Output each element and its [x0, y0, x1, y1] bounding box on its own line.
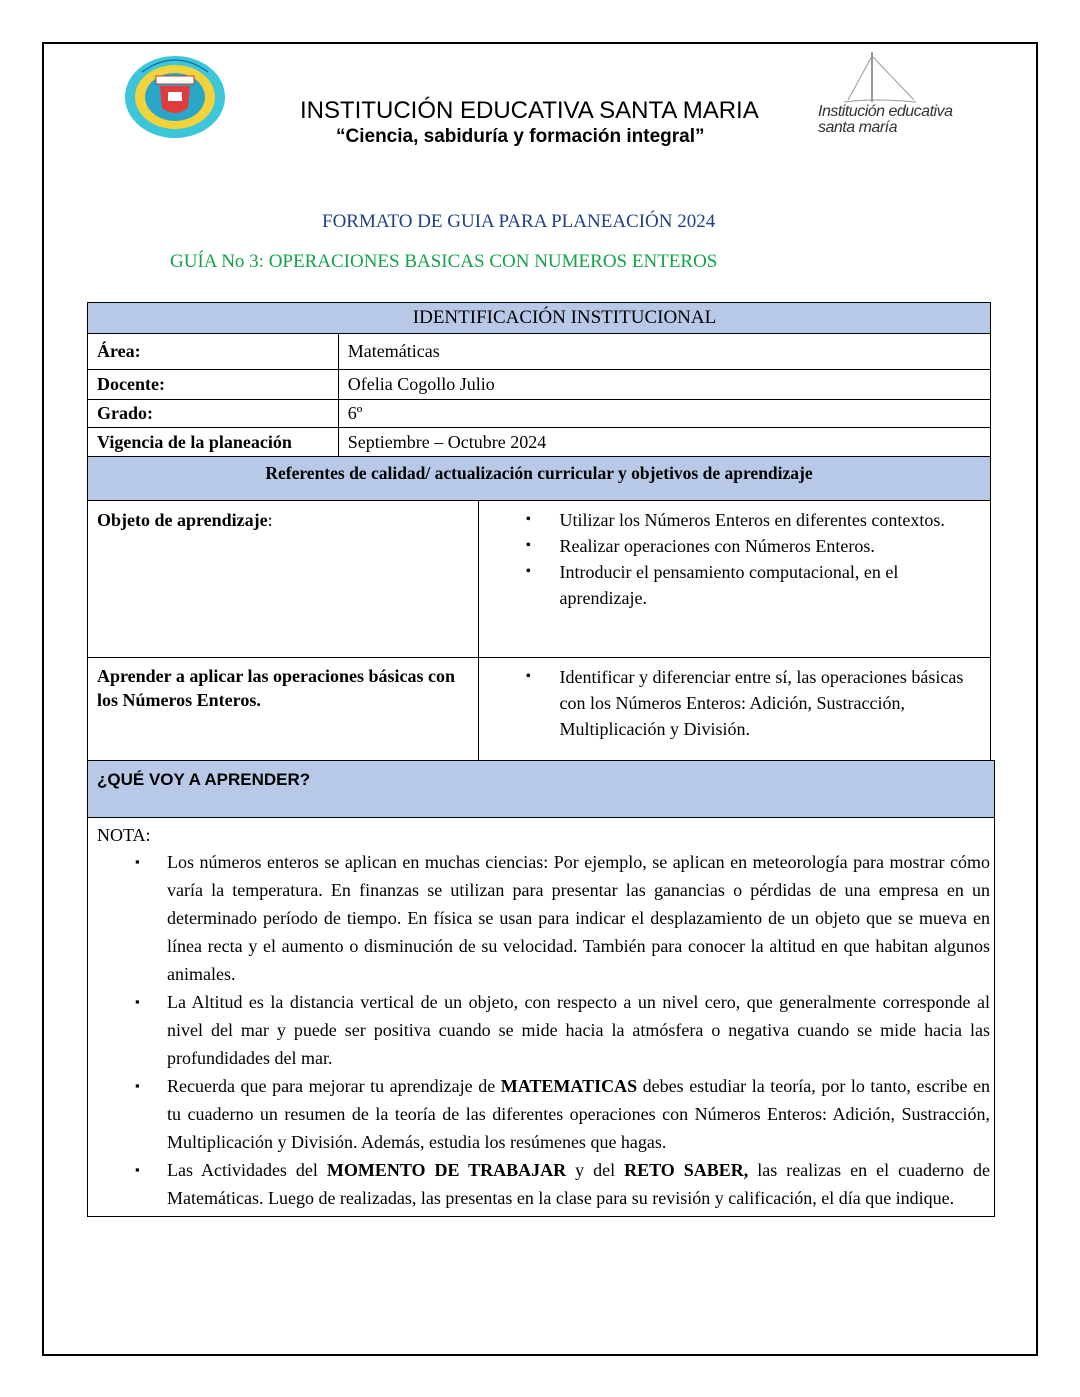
apply-goals-list — [488, 664, 981, 742]
object-colon: : — [267, 510, 273, 530]
object-goal-item: • Introducir el pensamiento computacional, en el aprendizaje. — [560, 559, 981, 611]
teacher-value: Ofelia Cogollo Julio — [338, 370, 990, 400]
note-label: NOTA: — [97, 825, 151, 845]
apply-label: Aprender a aplicar las operaciones básicas con los Números Enteros. — [88, 658, 479, 762]
note-item4-text: Las Actividades del — [167, 1160, 327, 1180]
object-goal-item: • Realizar operaciones con Números Enteros. — [560, 533, 981, 559]
area-value: Matemáticas — [338, 334, 990, 370]
apply-goal-item: • Identificar y diferenciar entre sí, las operaciones básicas con los Números Enteros: Adición, Sustracción, Multiplicación y División. — [560, 664, 981, 742]
validity-value: Septiembre – Octubre 2024 — [338, 428, 990, 457]
guide-title: GUÍA No 3: OPERACIONES BASICAS CON NUMEROS ENTEROS — [170, 251, 718, 272]
object-cell — [88, 501, 479, 658]
institution-motto: “Ciencia, sabiduría y formación integral” — [336, 126, 705, 147]
learn-content — [88, 818, 995, 1217]
area-label: Área: — [88, 334, 339, 370]
note-item3-text: Recuerda que para mejorar tu aprendizaje de — [167, 1076, 501, 1096]
note-item: ▪ La Altitud es la distancia vertical de un objeto, con respecto a un nivel cero, que generalmente corresponde al nivel del mar y puede ser positiva cuando se mide hacia la atmósfera o negativa cuando se mide hacia las profundidades del mar. — [167, 988, 990, 1072]
grade-label: Grado: — [88, 400, 339, 428]
apply-goals-cell — [478, 658, 990, 762]
note-item4-text2: y del — [566, 1160, 625, 1180]
note-item — [167, 1156, 990, 1212]
object-goals-list — [488, 507, 981, 611]
referents-heading: Referentes de calidad/ actualización curricular y objetivos de aprendizaje — [88, 457, 991, 501]
note-item3-bold: MATEMATICAS — [500, 1076, 638, 1096]
object-goals-cell — [478, 501, 990, 658]
school-seal-logo — [122, 54, 228, 140]
object-goal-item: • Utilizar los Números Enteros en diferentes contextos. — [560, 507, 981, 533]
validity-label: Vigencia de la planeación — [88, 428, 339, 457]
learn-table — [87, 760, 995, 1217]
right-logo-line1: Institución educativa — [818, 103, 953, 120]
note-list — [97, 848, 990, 1212]
note-item4-text-end: las realizas en el cuaderno de Matemáticas. Luego de realizadas, las presentas en la clase para su revisión y calificación, el día que indique. — [167, 1160, 990, 1208]
learn-heading: ¿QUÉ VOY A APRENDER? — [88, 761, 995, 818]
identification-heading: IDENTIFICACIÓN INSTITUCIONAL — [88, 303, 991, 334]
right-logo-text — [818, 104, 952, 136]
note-item4-bold1: MOMENTO DE TRABAJAR — [326, 1160, 567, 1180]
object-label: Objeto de aprendizaje — [97, 510, 268, 530]
teacher-label: Docente: — [88, 370, 339, 400]
note-item: ▪ Los números enteros se aplican en muchas ciencias: Por ejemplo, se aplican en meteorología para mostrar cómo varía la temperatura. En finanzas se utilizan para presentar las ganancias o pérdidas de una empresa en un determinado período de tiempo. En física se usan para indicar el desplazamiento de un objeto que se mueva en línea recta y el aumento o disminución de su velocidad. También para conocer la altitud en que habitan algunos animales. — [167, 848, 990, 988]
note-item3-text-end: debes estudiar la teoría, por lo tanto, escribe en tu cuaderno un resumen de la teoría de las diferentes operaciones con Números Enteros: Adición, Sustracción, Multiplicación y División. Además, estudia los resúmenes que hagas. — [167, 1076, 991, 1152]
note-item4-bold2: RETO SABER, — [624, 1160, 749, 1180]
right-logo-line2: santa maría — [818, 119, 897, 136]
grade-value: 6º — [338, 400, 990, 428]
institution-name: INSTITUCIÓN EDUCATIVA SANTA MARIA — [300, 97, 759, 124]
identification-table — [87, 302, 991, 762]
note-item — [167, 1072, 990, 1156]
format-title: FORMATO DE GUIA PARA PLANEACIÓN 2024 — [322, 211, 716, 232]
